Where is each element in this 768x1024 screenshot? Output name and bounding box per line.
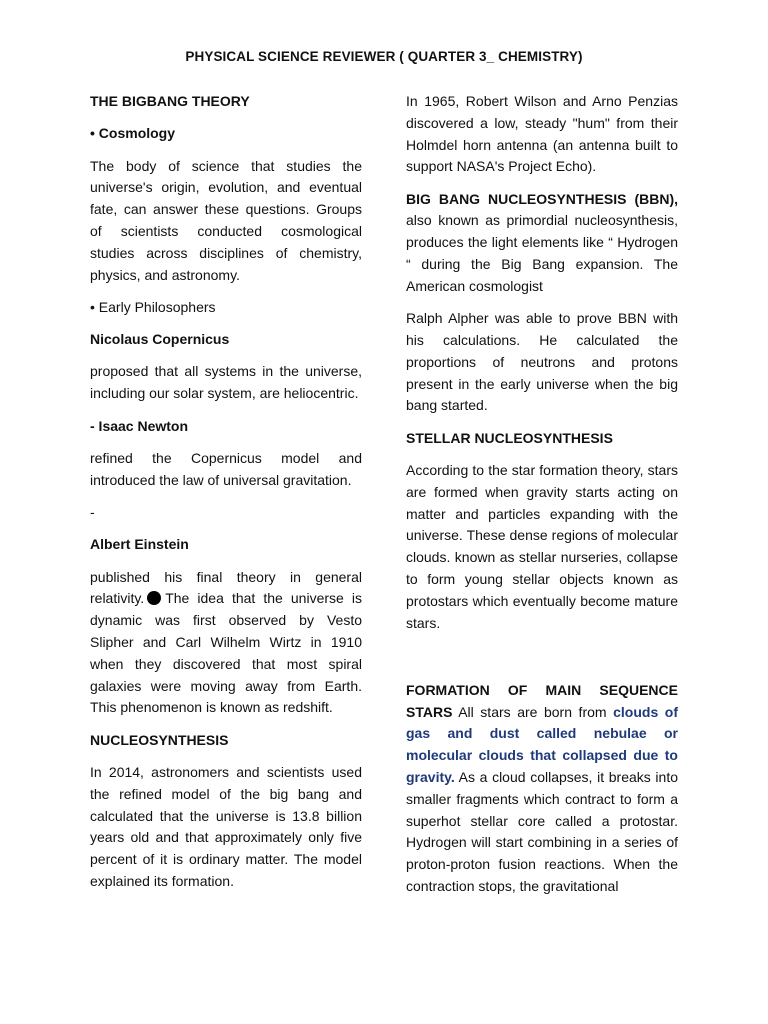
heading-stellar-nucleosynthesis: STELLAR NUCLEOSYNTHESIS <box>406 429 613 446</box>
heading-bigbang-theory: THE BIGBANG THEORY <box>90 93 250 109</box>
paragraph-stellar: According to the star formation theory, stars are formed when gravity starts acting on matter and particles expanding with the universe. These dense regions of molecular clouds. known as stellar nurseries, collapse to form young stellar objects known as protostars which eventually become mature stars. <box>406 461 678 631</box>
paragraph-formation <box>406 680 678 898</box>
formation-heading: FORMATION OF MAIN SEQUENCE STARS <box>406 681 678 720</box>
formation-highlight: clouds of gas and dust called nebulae or molecular clouds that collapsed due to gravity. <box>406 703 678 786</box>
paragraph-alpher: Ralph Alpher was able to prove BBN with his calculations. He calculated the proportions of neutrons and protons present in the early universe when the big bang started. <box>406 310 678 414</box>
heading-einstein: Albert Einstein <box>90 536 189 553</box>
bullet-dot-icon <box>147 591 161 605</box>
einstein-text-a: published his final theory in general relativity. <box>90 568 362 607</box>
paragraph-1965: In 1965, Robert Wilson and Arno Penzias discovered a low, steady "hum" from their Holmdel horn antenna (an antenna built to support NASA's Project Echo). <box>406 93 678 175</box>
heading-nucleosynthesis: NUCLEOSYNTHESIS <box>90 731 229 748</box>
left-column <box>90 91 362 903</box>
right-column <box>406 91 678 908</box>
bbn-text: also known as primordial nucleosynthesis, produces the light elements like “ Hydrogen “ during the Big Bang expansion. The American cosmologist <box>406 212 678 294</box>
formation-text-2: As a cloud collapses, it breaks into smaller fragments which contract to form a superhot stellar core called a protostar. Hydrogen will start combining in a series of proton-proton fusion reactions. When the contraction stops, the gravitational <box>406 769 678 894</box>
spacer <box>406 645 678 680</box>
heading-early-philosophers: • Early Philosophers <box>90 298 216 315</box>
heading-copernicus: Nicolaus Copernicus <box>90 331 230 348</box>
paragraph-einstein <box>90 567 362 720</box>
paragraph-newton: refined the Copernicus model and introduced the law of universal gravitation. <box>90 449 362 488</box>
formation-text-1: All stars are born from <box>452 703 614 720</box>
paragraph-bbn <box>406 189 678 298</box>
paragraph-copernicus: proposed that all systems in the universe, including our solar system, are heliocentric. <box>90 363 362 402</box>
heading-newton: - Isaac Newton <box>90 417 189 434</box>
dash-separator: - <box>90 503 95 520</box>
page-title: PHYSICAL SCIENCE REVIEWER ( QUARTER 3_ CHEMISTRY) <box>185 49 583 64</box>
paragraph-cosmology: The body of science that studies the universe's origin, evolution, and eventual fate, can answer these questions. Groups of scientists conducted cosmological studies across disciplines of chemistry, physics, and astronomy. <box>90 157 362 283</box>
einstein-text-b: The idea that the universe is dynamic was first observed by Vesto Slipher and Carl Wilhelm Wirtz in 1910 when they discovered that most spiral galaxies were moving away from Earth. This phenomenon is known as redshift. <box>90 590 362 716</box>
bbn-heading: BIG BANG NUCLEOSYNTHESIS (BBN), <box>406 190 678 207</box>
heading-cosmology: • Cosmology <box>90 125 176 142</box>
paragraph-nucleosynthesis: In 2014, astronomers and scientists used the refined model of the big bang and calculated that the universe is 13.8 billion years old and that approximately only five percent of it is ordinary matter. The model explained its formation. <box>90 763 362 889</box>
